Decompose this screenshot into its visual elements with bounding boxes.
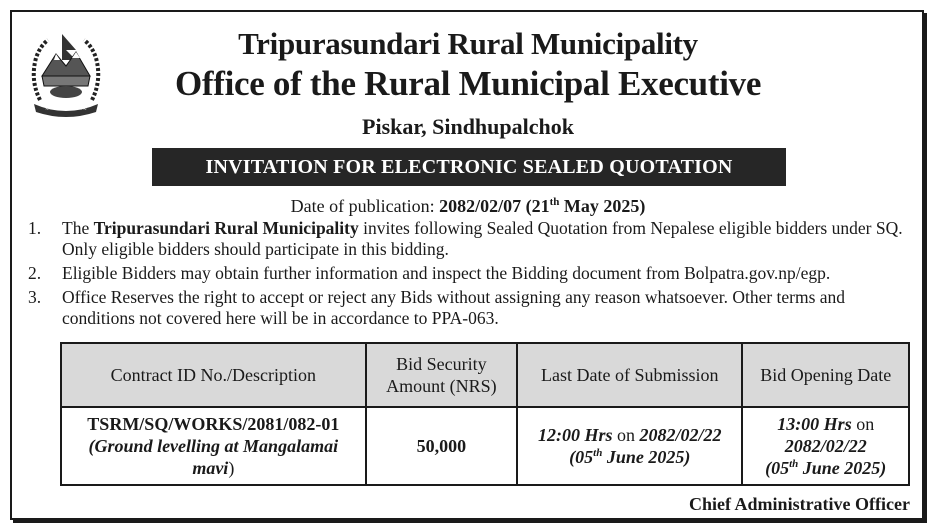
header-opening: Bid Opening Date [742,343,909,407]
publication-date: Date of publication: 2082/02/07 (21th May 2025) [290,196,646,216]
cell-security: 50,000 [366,407,518,485]
publication-date-value: 2082/02/07 (21 [439,196,550,216]
office-name: Office of the Rural Municipal Executive [174,64,762,103]
table-header-row [61,343,909,407]
list-item: 1. The Tripurasundari Rural Municipality invites following Sealed Quotation from Nepalese eligible bidders under SQ. Only eligible bidders should participate in this bidding. [28,218,903,259]
list-item: 3. Office Reserves the right to accept or reject any Bids without assigning any reason whatsoever. Other terms and conditions not covered here will be in accordance to PPA-063. [28,287,846,328]
tender-table [60,342,910,486]
notice-points [28,218,914,332]
cell-submission: 12:00 Hrs on 2082/02/22 (05th June 2025) [517,407,742,485]
office-location: Piskar, Sindhupalchok [362,114,574,139]
publication-label: Date of publication: [290,196,435,216]
signature-title: Chief Administrative Officer [689,494,910,514]
table-row [61,407,909,485]
cell-opening: 13:00 Hrs on 2082/02/22 (05th June 2025) [742,407,909,485]
list-item: 2. Eligible Bidders may obtain further information and inspect the Bidding document from Bolpatra.gov.np/egp. [28,263,831,283]
header-security: Bid Security Amount (NRS) [366,343,518,407]
org-name: Tripurasundari Rural Municipality [238,26,698,61]
svg-text:~~~~~~~~~~: ~~~~~~~~~~ [45,107,87,113]
header-submission: Last Date of Submission [517,343,742,407]
header-contract: Contract ID No./Description [61,343,366,407]
cell-contract: TSRM/SQ/WORKS/2081/082-01 (Ground levelling at Mangalamai mavi) [61,407,366,485]
notice-banner: INVITATION FOR ELECTRONIC SEALED QUOTATION [152,148,786,186]
